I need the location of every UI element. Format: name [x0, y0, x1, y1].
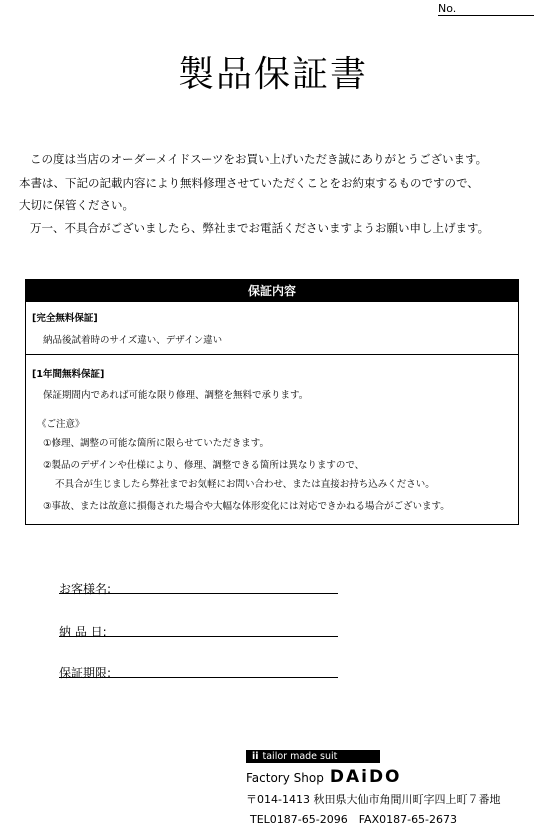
document-title: 製品保証書 — [177, 54, 368, 95]
full-free-label: [完全無料保証] — [32, 313, 98, 324]
tailor-tagline-bar — [246, 750, 380, 763]
customer-name-field[interactable] — [59, 593, 338, 594]
number-label: No. — [438, 2, 457, 15]
company-phone: TEL0187-65-2096 FAX0187-65-2673 — [250, 813, 458, 826]
warranty-heading: 保証内容 — [26, 280, 518, 302]
notes-label: 《ご注意》 — [37, 419, 85, 430]
note-2b: 不具合が生じましたら弊社までお気軽にお問い合わせ、または直接お持ち込みください。 — [55, 479, 435, 490]
number-field-line — [438, 15, 534, 16]
shop-logo — [246, 767, 402, 787]
intro-line-2: 本書は、下記の記載内容により無料修理させていただくことをお約束するものですので、 — [19, 176, 479, 190]
note-2a: ②製品のデザインや仕様により、修理、調整できる箇所は異なりますので、 — [43, 460, 365, 471]
intro-line-3: 大切に保管ください。 — [19, 198, 134, 212]
warranty-period-label: 保証期限: — [59, 666, 112, 680]
full-free-text: 納品後試着時のサイズ違い、デザイン違い — [43, 335, 223, 346]
warranty-divider — [26, 354, 518, 355]
customer-name-label: お客様名: — [59, 582, 112, 596]
note-1: ①修理、調整の可能な箇所に限らせていただきます。 — [43, 438, 269, 449]
warranty-box — [25, 279, 519, 525]
delivery-date-label: 納 品 日: — [59, 625, 107, 639]
tagline-text: tailor made suit — [262, 751, 338, 762]
shop-name: DAiDO — [329, 767, 402, 787]
company-address: 〒014-1413 秋田県大仙市角間川町字四上町７番地 — [246, 793, 501, 806]
delivery-date-field[interactable] — [59, 636, 338, 637]
warranty-period-field[interactable] — [59, 677, 338, 678]
intro-line-1: この度は当店のオーダーメイドスーツをお買い上げいただき誠にありがとうございます。 — [30, 152, 488, 166]
intro-line-4: 万一、不具合がございましたら、弊社までお電話くださいますようお願い申し上げます。 — [30, 221, 490, 235]
note-3: ③事故、または故意に損傷された場合や大幅な体形変化には対応できかねる場合がございます。 — [43, 501, 450, 512]
year-free-label: [1年間無料保証] — [32, 369, 105, 380]
year-free-text: 保証期間内であれば可能な限り修理、調整を無料で承ります。 — [43, 390, 309, 401]
tagline-mark: ii — [252, 751, 259, 762]
shop-prefix: Factory Shop — [246, 771, 324, 785]
